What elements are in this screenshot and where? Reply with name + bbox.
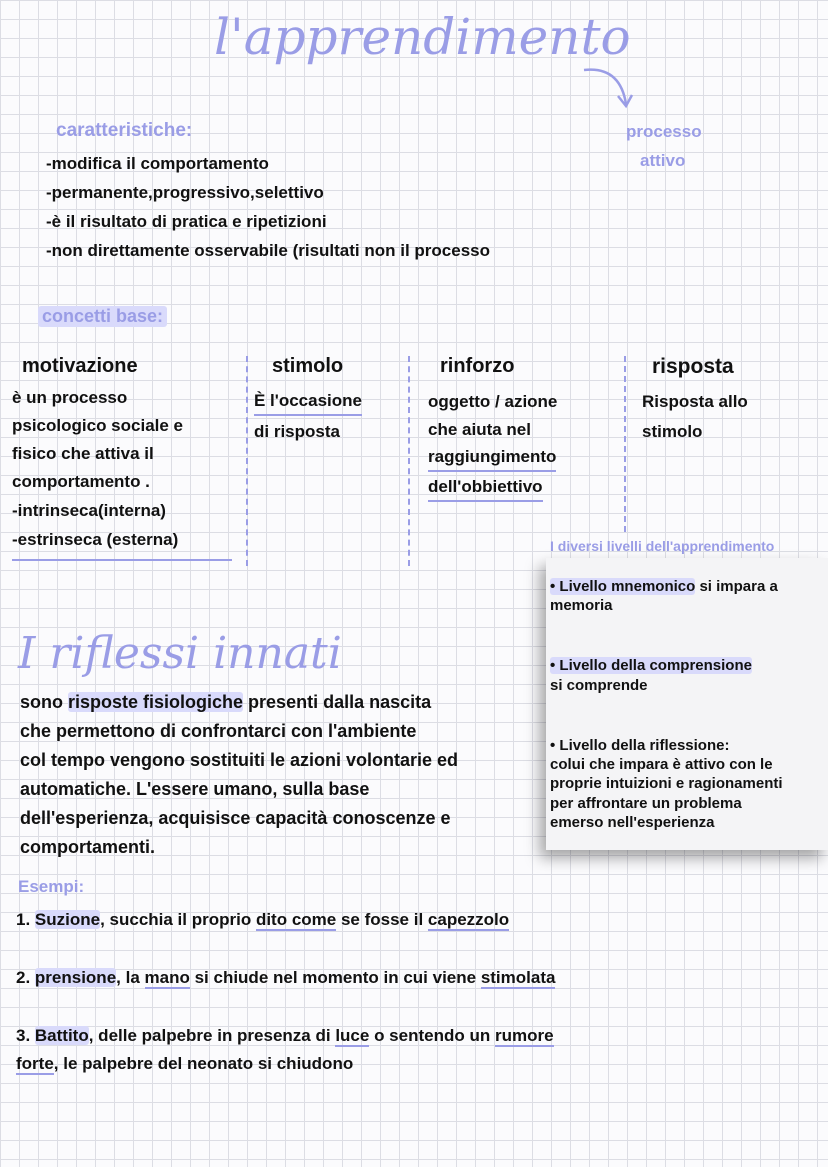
stimolo-line: È l'occasione bbox=[254, 388, 362, 416]
motivazione-line: è un processo bbox=[12, 388, 128, 407]
divider bbox=[12, 559, 232, 561]
livello-text: emerso nell'esperienza bbox=[550, 814, 715, 831]
rinforzo-line: che aiuta nel bbox=[428, 420, 531, 439]
t: 3. bbox=[16, 1026, 35, 1045]
h: prensione bbox=[34, 968, 117, 987]
text: presenti dalla nascita bbox=[243, 692, 432, 712]
livello-label: • Livello della comprensione bbox=[550, 657, 752, 674]
rinforzo-line: raggiungimento bbox=[428, 444, 556, 472]
motivazione-line: fisico che attiva il bbox=[12, 444, 154, 463]
divider bbox=[624, 356, 626, 532]
u: forte bbox=[16, 1054, 54, 1073]
risposta-title: risposta bbox=[652, 355, 734, 378]
livello-text: proprie intuizioni e ragionamenti bbox=[550, 775, 783, 792]
t: , succhia il proprio bbox=[100, 910, 256, 929]
livello-text: si comprende bbox=[550, 677, 648, 694]
riflessi-line: automatiche. L'essere umano, sulla base bbox=[20, 779, 370, 799]
livello-label: • Livello mnemonico bbox=[550, 578, 696, 595]
livello-text: memoria bbox=[550, 597, 613, 614]
t: o sentendo un bbox=[369, 1026, 495, 1045]
riflessi-line: comportamenti. bbox=[20, 837, 156, 857]
t: , la bbox=[116, 968, 145, 987]
motivazione-line: comportamento . bbox=[12, 472, 150, 491]
arrow-icon bbox=[580, 62, 640, 114]
text: sono bbox=[20, 692, 68, 712]
riflessi-title: I riflessi innati bbox=[18, 628, 342, 679]
u: capezzolo bbox=[427, 910, 510, 929]
motivazione-title: motivazione bbox=[22, 355, 138, 377]
livello-text: per affrontare un problema bbox=[550, 795, 742, 812]
highlight: risposte fisiologiche bbox=[68, 692, 244, 712]
riflessi-line: col tempo vengono sostituiti le azioni volontarie ed bbox=[20, 750, 459, 770]
char-item: -non direttamente osservabile (risultati non il processo bbox=[46, 241, 490, 260]
risposta-line: Risposta allo bbox=[642, 392, 748, 411]
h: Suzione bbox=[34, 910, 101, 929]
riflessi-line bbox=[20, 688, 431, 716]
stimolo-title: stimolo bbox=[272, 355, 344, 377]
rinforzo-title: rinforzo bbox=[440, 355, 515, 377]
motivazione-line: psicologico sociale e bbox=[12, 416, 184, 435]
rinforzo-line: dell'obbiettivo bbox=[428, 474, 543, 502]
processo-label: processo bbox=[626, 122, 702, 141]
esempi-heading: Esempi: bbox=[18, 877, 85, 896]
riflessi-line: che permettono di confrontarci con l'ambiente bbox=[20, 721, 417, 741]
char-item: -modifica il comportamento bbox=[46, 154, 269, 173]
livelli-heading: I diversi livelli dell'apprendimento bbox=[550, 538, 775, 554]
concetti-heading: concetti base: bbox=[38, 306, 167, 327]
riflessi-line: dell'esperienza, acquisisce capacità conoscenze e bbox=[20, 808, 451, 828]
divider bbox=[246, 356, 248, 566]
char-item: -permanente,progressivo,selettivo bbox=[46, 183, 324, 202]
stimolo-line: di risposta bbox=[254, 422, 340, 441]
esempio-1 bbox=[16, 906, 509, 934]
u: mano bbox=[144, 968, 190, 987]
char-item: -è il risultato di pratica e ripetizioni bbox=[46, 212, 327, 231]
t: , le palpebre del neonato si chiudono bbox=[53, 1054, 354, 1073]
attivo-label: attivo bbox=[640, 151, 686, 170]
u: luce bbox=[335, 1026, 370, 1045]
motivazione-line: -intrinseca(interna) bbox=[12, 501, 166, 520]
livello-mnemonico bbox=[550, 578, 778, 596]
caratteristiche-heading: caratteristiche: bbox=[56, 120, 193, 141]
h: Battito bbox=[34, 1026, 89, 1045]
t: se fosse il bbox=[336, 910, 428, 929]
risposta-line: stimolo bbox=[642, 422, 703, 441]
t: , delle palpebre in presenza di bbox=[88, 1026, 336, 1045]
u: stimolata bbox=[480, 968, 556, 987]
livello-label: • Livello della riflessione: bbox=[550, 737, 730, 754]
livello-text: colui che impara è attivo con le bbox=[550, 756, 773, 773]
divider bbox=[408, 356, 410, 566]
t: 2. bbox=[16, 968, 35, 987]
esempio-3 bbox=[16, 1022, 554, 1050]
page-title: l'apprendimento bbox=[214, 8, 631, 66]
u: rumore bbox=[494, 1026, 554, 1045]
t: 1. bbox=[16, 910, 35, 929]
motivazione-line: -estrinseca (esterna) bbox=[12, 530, 179, 549]
livello-text: si impara a bbox=[695, 578, 778, 595]
u: dito come bbox=[255, 910, 337, 929]
esempio-2 bbox=[16, 964, 555, 992]
rinforzo-line: oggetto / azione bbox=[428, 392, 558, 411]
t: si chiude nel momento in cui viene bbox=[189, 968, 481, 987]
